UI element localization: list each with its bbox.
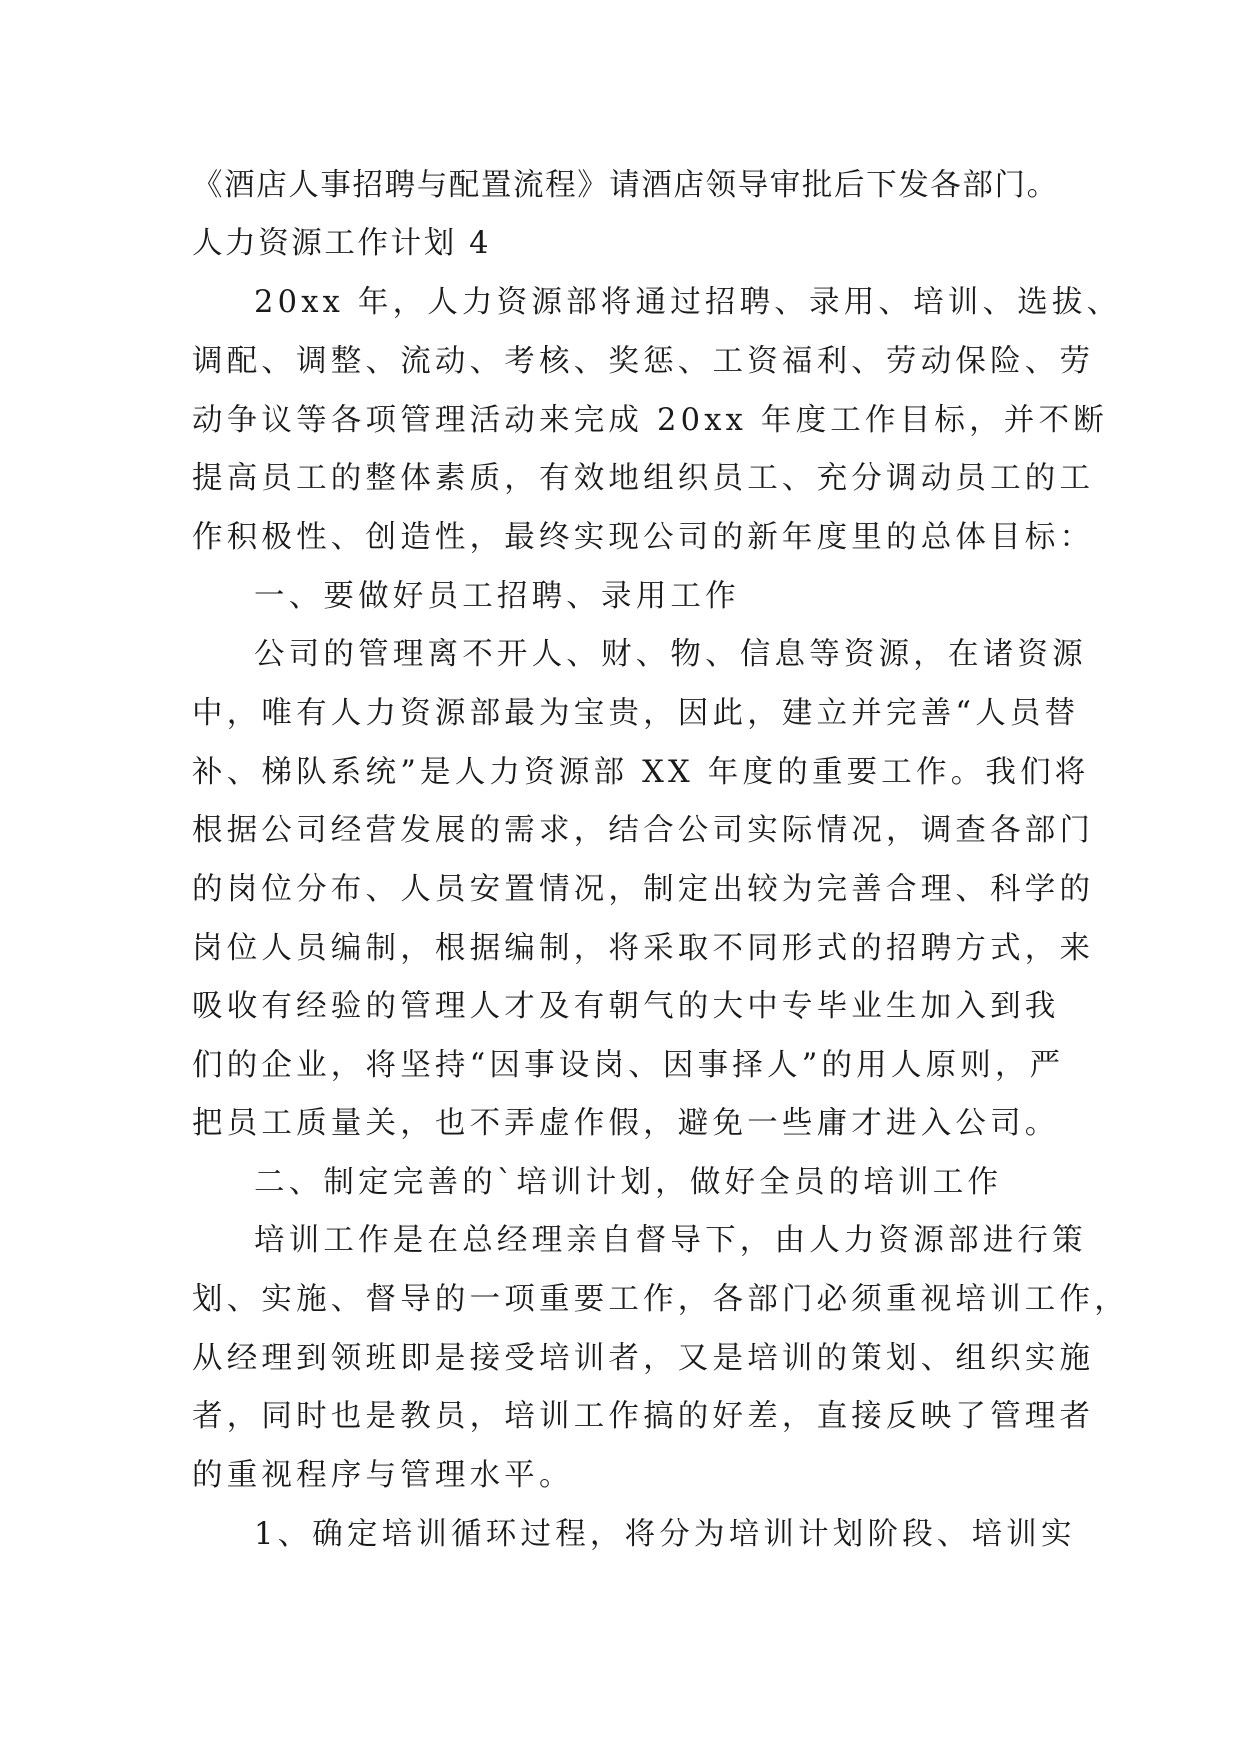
text-line: 吸收有经验的管理人才及有朝气的大中专毕业生加入到我	[192, 989, 1060, 1024]
text-line: 《酒店人事招聘与配置流程》请酒店领导审批后下发各部门。	[192, 168, 1059, 203]
text-line: 中，唯有人力资源部最为宝贵，因此，建立并完善“人员替	[192, 696, 1080, 731]
text-line: 岗位人员编制，根据编制，将采取不同形式的招聘方式，来	[192, 931, 1095, 966]
text-line: 把员工质量关，也不弄虚作假，避免一些庸才进入公司。	[192, 1106, 1060, 1141]
text-line: 作积极性、创造性，最终实现公司的新年度里的总体目标：	[192, 520, 1095, 555]
text-line: 1、确定培训循环过程，将分为培训计划阶段、培训实	[254, 1517, 1076, 1552]
subheading: 二、制定完善的`培训计划，做好全员的培训工作	[254, 1165, 1003, 1200]
text-line: 根据公司经营发展的需求，结合公司实际情况，调查各部门	[192, 813, 1095, 848]
section-heading: 人力资源工作计划 4	[192, 226, 492, 261]
text-line: 培训工作是在总经理亲自督导下，由人力资源部进行策	[254, 1223, 1087, 1258]
text-line: 补、梯队系统”是人力资源部 XX 年度的重要工作。我们将	[192, 755, 1090, 790]
text-line: 的岗位分布、人员安置情况，制定出较为完善合理、科学的	[192, 872, 1095, 907]
text-line: 划、实施、督导的一项重要工作，各部门必须重视培训工作，	[192, 1282, 1129, 1317]
text-line: 动争议等各项管理活动来完成 20xx 年度工作目标，并不断	[192, 403, 1108, 438]
text-line: 20xx 年，人力资源部将通过招聘、录用、培训、选拔、	[254, 285, 1122, 320]
text-line: 的重视程序与管理水平。	[192, 1458, 574, 1493]
text-line: 调配、调整、流动、考核、奖惩、工资福利、劳动保险、劳	[192, 344, 1095, 379]
text-line: 者，同时也是教员，培训工作搞的好差，直接反映了管理者	[192, 1399, 1095, 1434]
text-line: 们的企业，将坚持“因事设岗、因事择人”的用人原则，严	[192, 1048, 1065, 1083]
text-line: 公司的管理离不开人、财、物、信息等资源，在诸资源	[254, 637, 1087, 672]
subheading: 一、要做好员工招聘、录用工作	[254, 579, 740, 614]
text-line: 从经理到领班即是接受培训者，又是培训的策划、组织实施	[192, 1341, 1095, 1376]
text-line: 提高员工的整体素质，有效地组织员工、充分调动员工的工	[192, 461, 1095, 496]
